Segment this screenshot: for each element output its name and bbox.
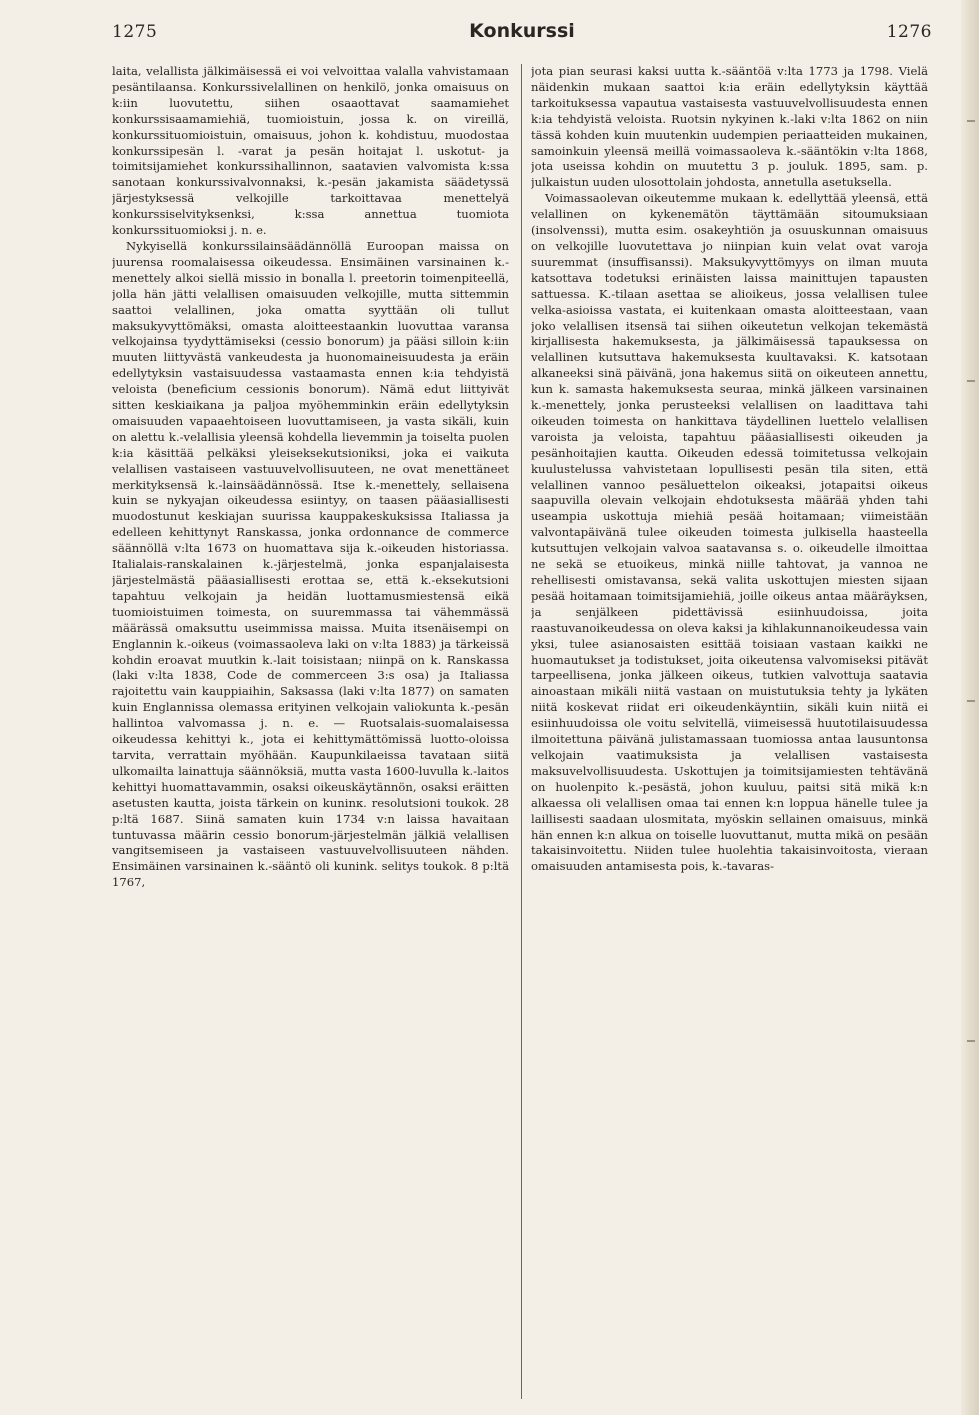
left-page-number: 1275 (112, 22, 158, 42)
paragraph: Voimassaolevan oikeutemme mukaan k. edellyttää yleensä, että velallinen on kykenemätön täyttämään sitoumuksiaan (insolvenssi), mutta esim. osakeyhtiön ja osuuskunnan omaisuus on velkojille luovutettava jo niinpian kuin velat ovat varoja suuremmat (insuffisanssi). Maksukyvyttömyys on ilman muuta katsottava todetuksi erinäisten laissa mainittujen tapausten sattuessa. K.-tilaan asettaa se alioikeus, jossa velallisen tulee velka-asioissa vastata, ei kuitenkaan omasta aloitteestaan, vaan joko velallisen itsensä tai siihen oikeutetun velkojan tekemästä kirjallisesta hakemuksesta, ja jälkimäisessä tapauksessa on velallinen kutsuttava hakemuksesta kuultavaksi. K. katsotaan alkaneeksi sinä päivänä, jona hakemus siitä on oikeuteen annettu, kun k. samasta hakemuksesta seuraa, minkä jälkeen varsinainen k.-menettely, jonka perusteeksi velallisen on laadittava tahi oikeuden toimesta on hankittava täydellinen luettelo velallisen varoista ja veloista, tapahtuu pääasiallisesti oikeuden ja pesänhoitajien kautta. Oikeuden edessä toimitetussa velkojain kuulustelussa vahvistetaan lopullisesti pesän tila siten, että velallinen vannoo pesäluettelon oikeaksi, jotapaitsi oikeus saapuvilla olevain velkojain ehdotuksesta määrää yhden tahi useampia uskottuja miehiä pesää hoitamaan; viimeistään valvontapäivänä tulee oikeuden toimesta julkisella haasteella kutsuttujen velkojain valvoa saatavansa s. o. oikeudelle ilmoittaa ne sekä se etuoikeus, minkä niille tahtovat, ja vannoa ne rehellisesti omistavansa, sekä valita uskottujen miesten sijaan pesää hoitamaan toimitsijamiehiä, joille oikeus antaa määräyksen, ja senjälkeen pidettävissä esiinhuudoissa, joita raastuvanoikeudessa on oleva kaksi ja kihlakunnanoikeudessa vain yksi, tulee asianosaisten esittää toisiaan vastaan kaikki ne huomautukset ja todistukset, joita oikeutensa valvomiseksi pitävät tarpeellisena, jonka jälkeen oikeus, tutkien valvottuja saatavia ainoastaan mikäli niitä vastaan on muistutuksia tehty ja lykäten niitä koskevat riidat eri oikeudenkäyntiin, sikäli kuin niitä ei esiinhuudoissa ole voitu selvitellä, viimeisessä huutotilaisuudessa ilmoitettuna päivänä julistamassaan tuomiossa antaa lausuntonsa velkojain vaatimuksista ja velallisen vastaisesta maksuvelvollisuudesta. Uskottujen ja toimitsijamiesten tehtävänä on huolenpito k.-pesästä, johon kuuluu, paitsi sitä mikä k:n alkaessa oli velallisen omaa tai ennen k:n loppua hänelle tulee ja laillisesti saadaan ulosmitata, myöskin sellainen omaisuus, minkä hän ennen k:n alkua on toiselle luovuttanut, mutta mikä on pesään takaisinvoitettu. Niiden tulee huolehtia takaisinvoitosta, vieraan omaisuuden antamisesta pois, k.-tavaras- (531, 191, 928, 874)
edge-mark (967, 120, 975, 122)
edge-mark (967, 380, 975, 382)
running-title: Konkurssi (469, 20, 575, 42)
paragraph: jota pian seurasi kaksi uutta k.-sääntöä v:lta 1773 ja 1798. Vielä näidenkin mukaan saattoi k:ia eräin edellytyksin käyttää tarkoituksessa vapautua vastaisesta vastuuvelvollisuudesta ennen k:ia tehdyistä veloista. Ruotsin nykyinen k.-laki v:lta 1862 on niin tässä kohden kuin muutenkin uudempien periaatteiden mukainen, samoinkuin yleensä meillä voimassaoleva k.-sääntökin v:lta 1868, jota useissa kohdin on muutettu 3 p. jouluk. 1895, sam. p. julkaistun uuden ulosottolain johdosta, annetulla asetuksella. (531, 64, 928, 190)
column-divider (521, 64, 522, 1399)
edge-mark (967, 700, 975, 702)
paragraph: Nykyisellä konkurssilainsäädännöllä Euroopan maissa on juurensa roomalaisessa oikeudessa. Ensimäinen varsinainen k.-menettely alkoi siellä missio in bonalla l. preetorin toimenpiteellä, jolla hän jätti velallisen omaisuuden velkojille, mutta sittemmin saattoi velallinen, joka omatta syyttään oli tullut maksukyvyttömäksi, omasta aloitteestaankin luovuttaa varansa velkojainsa tyydyttämiseksi (cessio bonorum) ja pääsi silloin k:iin muuten liittyvästä vankeudesta ja huonomaineisuudesta ja eräin edellytyksin vastaisuudessa vastaamasta ennen k:ia tehdyistä veloista (beneficium cessionis bonorum). Nämä edut liittyivät sitten keskiaikana ja paljoa myöhemminkin eräin edellytyksin omaisuuden vapaaehtoiseen luovuttamiseen, ja vasta sikäli, kuin on alettu k.-velallisia yleensä kohdella lievemmin ja toiselta puolen k:ia käsittää pelkäksi yleiseksekutsioniksi, joka ei vaikuta velallisen vastaiseen vastuuvelvollisuuteen, ne ovat menettäneet merkityksensä k.-lainsäädännössä. Itse k.-menettely, sellaisena kuin se nykyajan oikeudessa esiintyy, on taasen pääasiallisesti muodostunut keskiajan suurissa kauppakeskuksissa Italiassa ja edelleen kehittynyt Ranskassa, jonka ordonnance de commerce säännöllä v:lta 1673 on huomattava sija k.-oikeuden historiassa. Italialais-ranskalainen k.-järjestelmä, jonka espanjalaisesta järjestelmästä pääasiallisesti erottaa se, että k.-eksekutsioni tapahtuu velkojain ja heidän luottamusmiestensä eikä tuomioistuimen toimesta, on suuremmassa tai vähemmässä määrässä omaksuttu useimmissa maissa. Muita itsenäisempi on Englannin k.-oikeus (voimassaoleva laki on v:lta 1883) ja tärkeissä kohdin eroavat muutkin k.-lait toisistaan; niinpä on k. Ranskassa (laki v:lta 1838, Code de commerceen 3:s osa) ja Italiassa rajoitettu vain kauppiaihin, Saksassa (laki v:lta 1877) on samaten kuin Englannissa olemassa erityinen velkojain valiokunta k.-pesän hallintoa valvomassa j. n. e. — Ruotsalais-suomalaisessa oikeudessa kehittyi k., jota ei kehittymättömissä luotto-oloissa tarvita, verrattain myöhään. Kaupunkilaeissa tavataan siitä ulkomailta lainattuja säännöksiä, mutta vasta 1600-luvulla k.-laitos kehittyi huomattavammin, osaksi oikeuskäytännön, osaksi eräitten asetusten kautta, joista tärkein on kuninк. resolutsioni toukok. 28 p:ltä 1687. Siinä samaten kuin 1734 v:n laissa havaitaan tuntuvassa määrin cessio bonorum-järjestelmän jälkiä velallisen vangitsemiseen ja vastaiseen vastuuvelvollisuuteen nähden. Ensimäinen varsinainen k.-sääntö oli kunink. selitys toukok. 8 p:ltä 1767, (112, 238, 509, 890)
page-edge (961, 0, 979, 1415)
right-page-number: 1276 (886, 22, 932, 42)
paragraph: laita, velallista jälkimäisessä ei voi velvoittaa valalla vahvistamaan pesäntilaansa. Konkurssivelallinen on henkilö, jonka omaisuus on k:iin luovutettu, siihen osaaottavat saamamiehet konkurssisaamamiehiä, tuomioistuin, jossa k. on vireillä, konkurssituomioistuin, omaisuus, johon k. kohdistuu, muodostaa konkurssipesän l. -varat ja pesän hoitajat l. uskotut- ja toimitsijamiehet konkurssihallinnon, saatavien valvomista k:ssa sanotaan konkurssivalvonnaksi, k.-pesän jakamista säädetyssä järjestyksessä velkojille tarkoittavaa menettelyä konkurssiselvityksenksi, k:ssa annettua tuomiota konkurssituomioksi j. n. e. (112, 64, 509, 238)
right-column (531, 64, 928, 1399)
left-column (112, 64, 509, 1399)
edge-mark (967, 1040, 975, 1042)
page-header (112, 22, 932, 52)
